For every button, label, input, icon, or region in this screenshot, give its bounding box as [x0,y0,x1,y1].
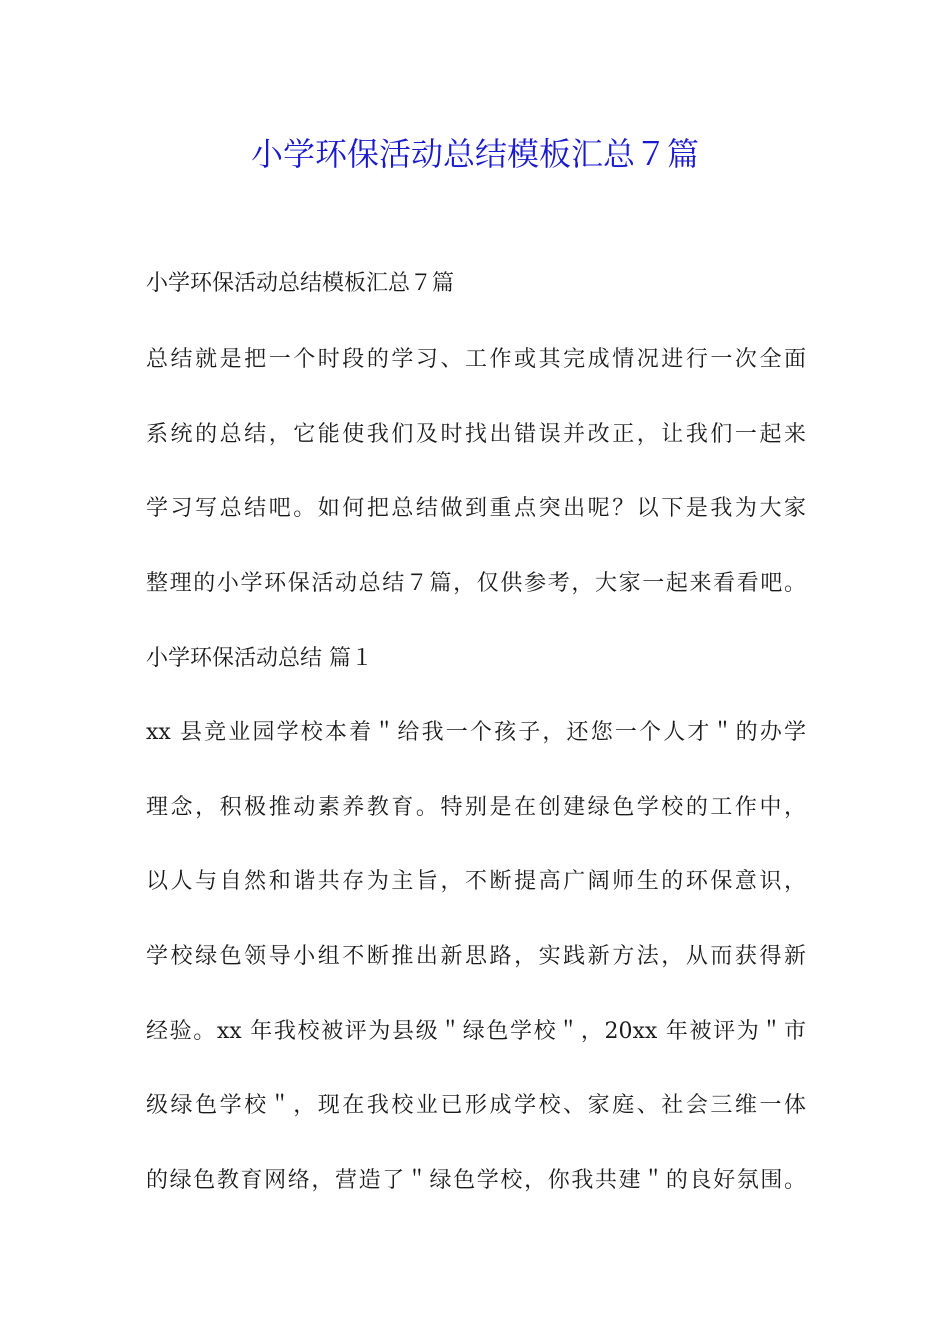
body-line: 的绿色教育网络，营造了＂绿色学校，你我共建＂的良好氛围。 [146,1168,806,1193]
page-title: 小学环保活动总结模板汇总７篇 [250,135,699,173]
body-line: xx 县竞业园学校本着＂给我一个孩子，还您一个人才＂的办学 [146,720,806,745]
intro-line: 整理的小学环保活动总结７篇，仅供参考，大家一起来看看吧。 [146,571,806,596]
body-line: 经验。xx 年我校被评为县级＂绿色学校＂，20xx 年被评为＂市 [146,1019,806,1044]
intro-line: 总结就是把一个时段的学习、工作或其完成情况进行一次全面 [146,347,806,372]
section-heading: 小学环保活动总结 篇１ [146,646,373,671]
document-subtitle: 小学环保活动总结模板汇总７篇 [146,271,455,296]
body-line: 理念，积极推动素养教育。特别是在创建绿色学校的工作中， [146,795,806,820]
body-line: 以人与自然和谐共存为主旨，不断提高广阔师生的环保意识， [146,869,806,894]
intro-line: 学习写总结吧。如何把总结做到重点突出呢？以下是我为大家 [146,496,806,521]
body-line: 级绿色学校＂，现在我校业已形成学校、家庭、社会三维一体 [146,1093,806,1118]
intro-line: 系统的总结，它能使我们及时找出错误并改正，让我们一起来 [146,422,806,447]
body-line: 学校绿色领导小组不断推出新思路，实践新方法，从而获得新 [146,944,806,969]
